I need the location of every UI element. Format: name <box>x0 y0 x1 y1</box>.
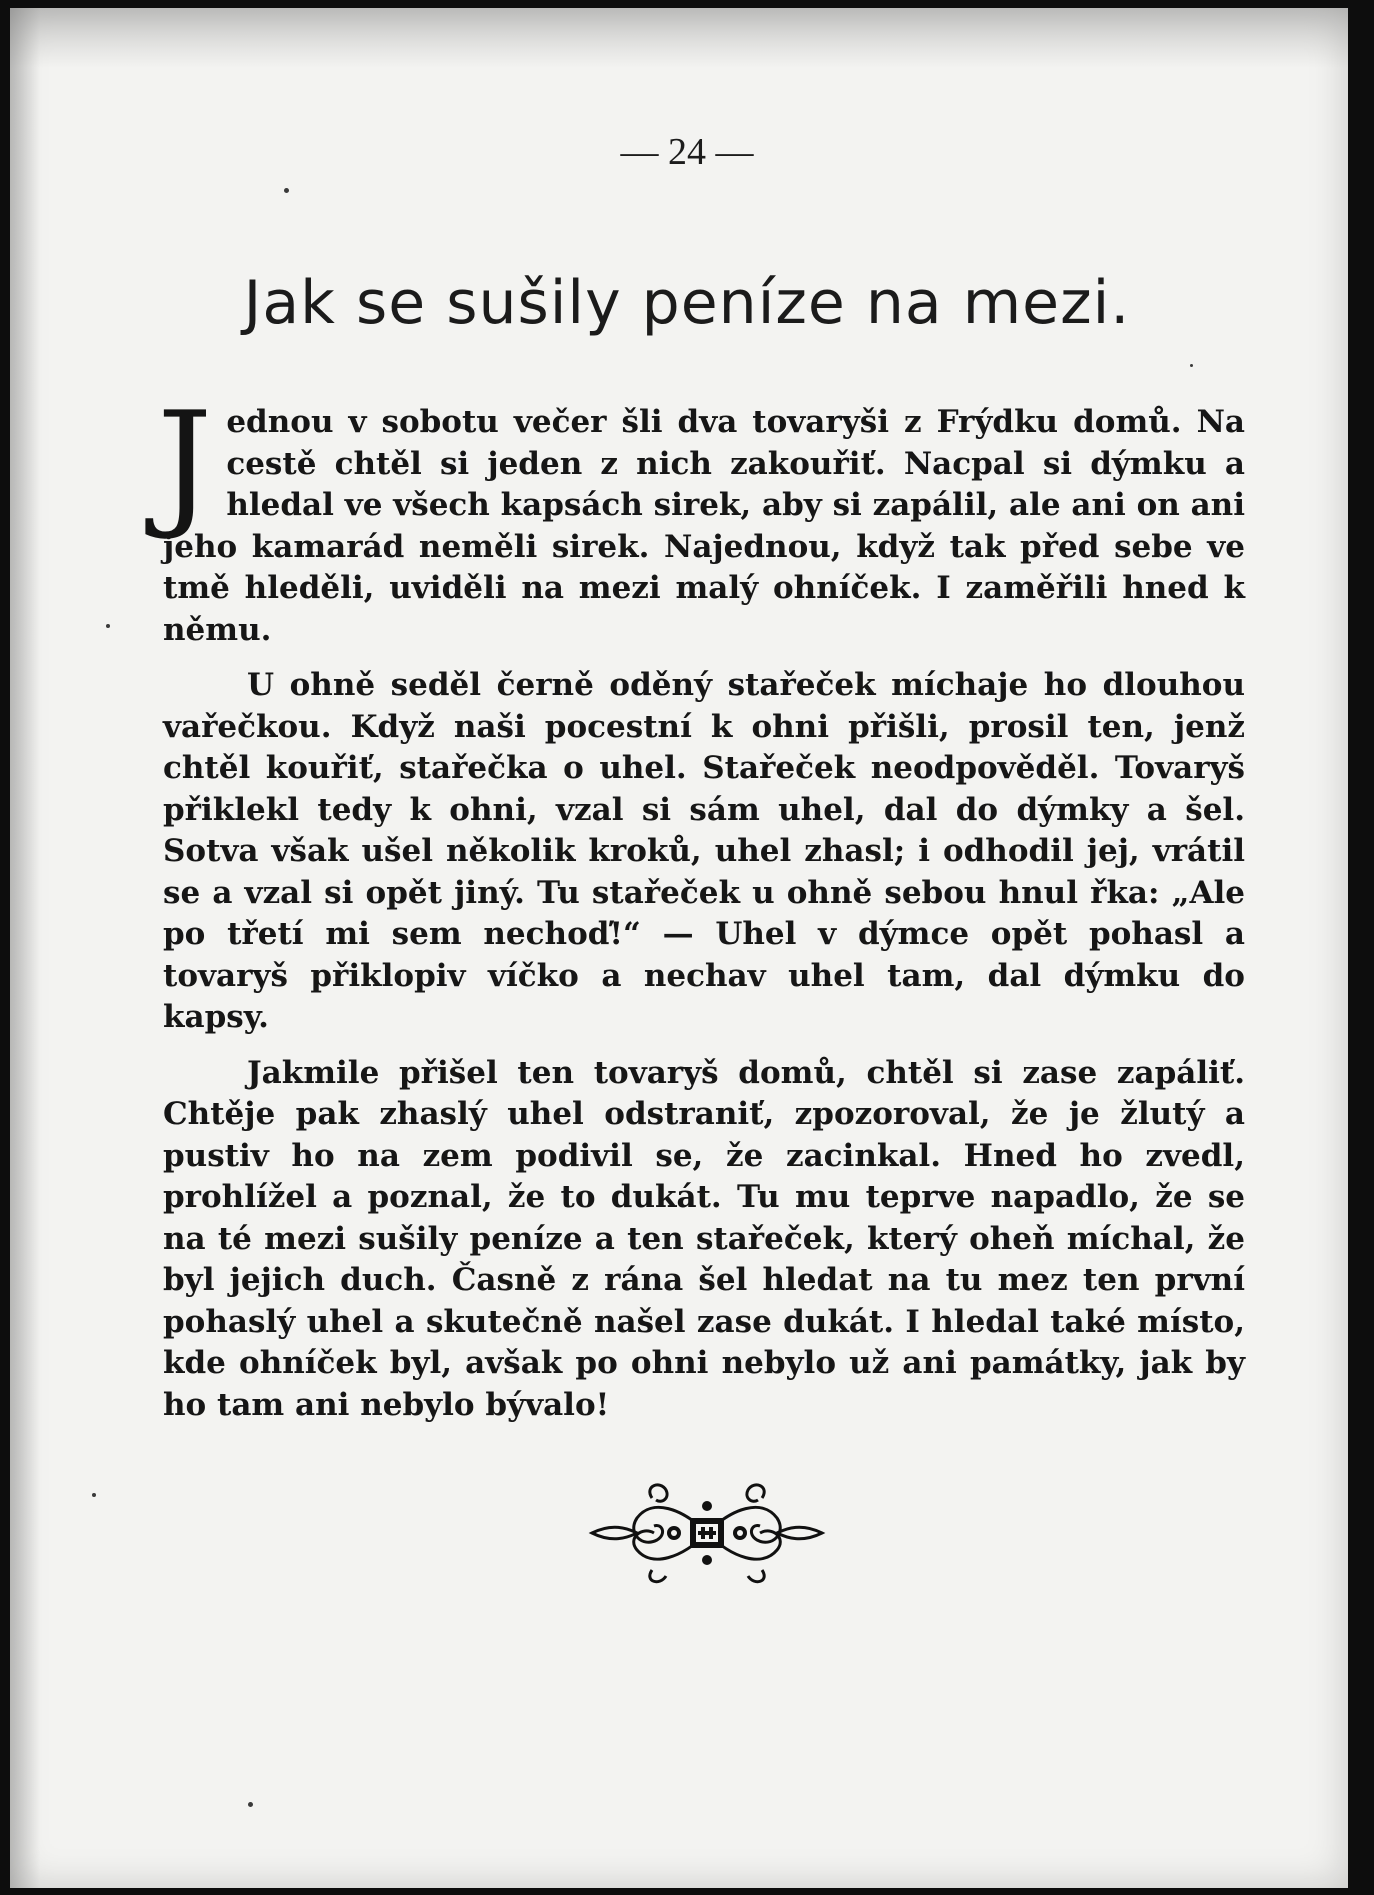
speck <box>1190 364 1193 367</box>
story-title: Jak se sušily peníze na mezi. <box>243 268 1131 338</box>
speck <box>92 1493 96 1497</box>
speck <box>248 1802 253 1807</box>
speck <box>284 188 289 193</box>
story-body <box>157 382 1245 1440</box>
paragraph-1-text: ednou v sobotu večer šli dva tovaryši z Frýdku domů. Na cestě chtěl si jeden z nich zakouřiť. Nacpal si dýmku a hledal ve všech kapsách sirek, aby si zapálil, ale ani on ani jeho kamarád neměli sirek. Najednou, když tak před sebe ve tmě hleděli, uviděli na mezi malý ohníček. I zaměřili hned k němu. <box>163 404 1245 648</box>
drop-cap: J <box>157 382 213 543</box>
speck <box>106 624 110 628</box>
paragraph-2: U ohně seděl černě oděný stařeček míchaje ho dlouhou vařečkou. Když naši pocestní k ohni přišli, prosil ten, jenž chtěl kouřiť, stařečka o uhel. Stařeček neodpověděl. Tovaryš přiklekl tedy k ohni, vzal si sám uhel, dal do dýmky a šel. Sotva však ušel několik kroků, uhel zhasl; i odhodil jej, vrátil se a vzal si opět jiný. Tu stařeček u ohně sebou hnul řka: „Ale po třetí mi sem nechoď!“ — Uhel v dýmce opět pohasl a tovaryš přiklopiv víčko a nechav uhel tam, dal dýmku do kapsy. <box>163 667 1245 1035</box>
paragraph-1 <box>157 382 1245 651</box>
page-number: — 24 — <box>620 131 754 173</box>
ornament-vignette-icon <box>582 1478 832 1588</box>
paragraph-3: Jakmile přišel ten tovaryš domů, chtěl si zase zapáliť. Chtěje pak zhaslý uhel odstraniť, zpozoroval, že je žlutý a pustiv ho na zem podivil se, že zacinkal. Hned ho zvedl, prohlížel a poznal, že to dukát. Tu mu teprve napadlo, že se na té mezi sušily peníze a ten stařeček, který oheň míchal, že byl jejich duch. Časně z rána šel hledat na tu mez ten první pohaslý uhel a skutečně našel zase dukát. I hledal také místo, kde ohníček byl, avšak po ohni nebylo už ani památky, jak by ho tam ani nebylo bývalo! <box>163 1054 1245 1423</box>
